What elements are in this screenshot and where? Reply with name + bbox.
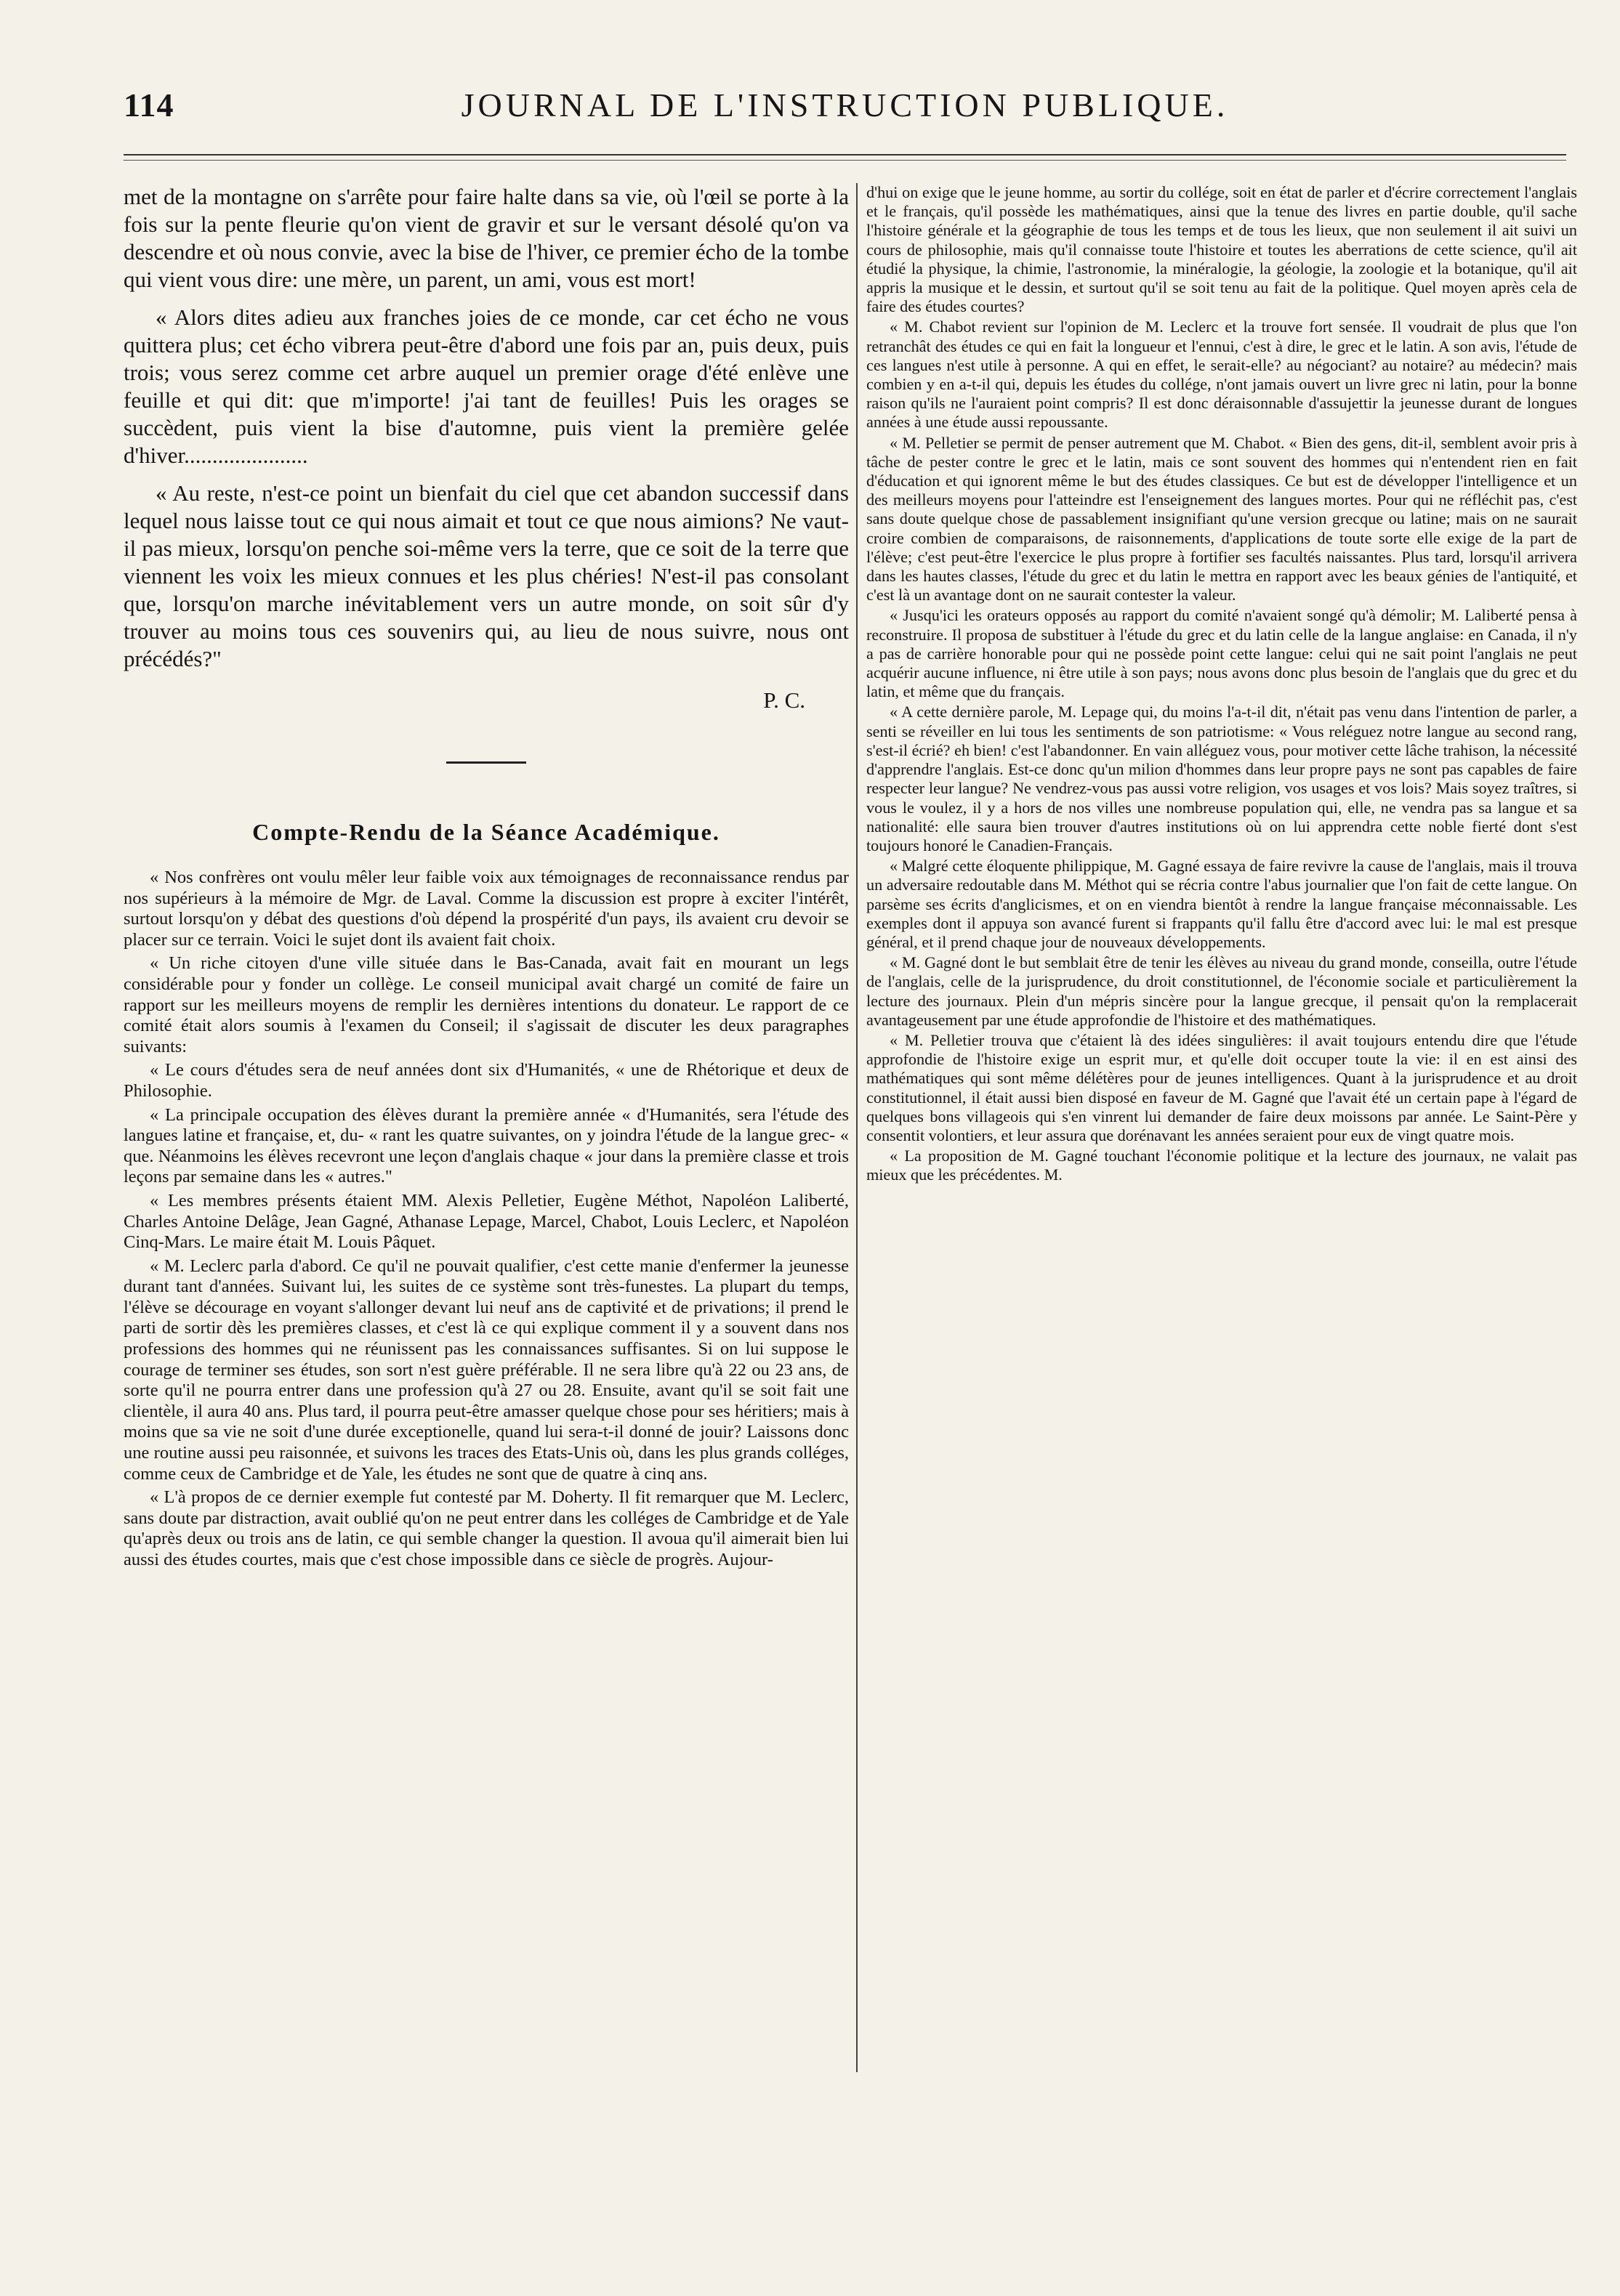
section-title: Compte-Rendu de la Séance Académique. xyxy=(252,819,720,845)
poem-paragraph: met de la montagne on s'arrête pour faire halte dans sa vie, où l'œil se porte à la fois sur la pente fleurie qu'on vient de gravir et sur le versant désolé qu'on va descendre et où nous convie, avec la bise de l'hiver, ce premier écho de la tombe qui vient vous dire: une mère, un parent, un ami, vous est mort! xyxy=(124,184,849,292)
report-paragraph: « Le cours d'études sera de neuf années dont six d'Humanités, « une de Rhétorique et deux de Philosophie. xyxy=(124,1060,849,1101)
page-header xyxy=(124,86,1566,137)
report-paragraph: « A cette dernière parole, M. Lepage qui, du moins l'a-t-il dit, n'était pas venu dans l'intention de parler, a senti se réveiller en lui tous les sentiments de son patriotisme: « Vous reléguez notre langue au second rang, s'est-il écrié? eh bien! c'est l'abandonner. En vain alléguez vous, pour motiver cette lâche trahison, la nécessité d'apprendre l'anglais. Est-ce donc qu'un milion d'hommes dans leur propre pays ne sont pas capables de faire respecter leur langue? Ne vendrez-vous pas aussi votre religion, vos usages et vos lois? Mais soyez traîtres, si vous le voulez, il y a hors de nos villes une nombreuse population qui, elle, ne vendra pas sa langue et sa nationalité: elle saura bien trouver d'autres institutions où on lui apprendra cette noble fierté dont s'est toujours honoré le Canadien-Français. xyxy=(866,703,1577,854)
section-separator xyxy=(446,761,526,764)
report-paragraph: « L'à propos de ce dernier exemple fut contesté par M. Doherty. Il fit remarquer que M. Leclerc, sans doute par distraction, avait oublié qu'on ne peut entrer dans les colléges de Cambridge et de Yale qu'après deux ou trois ans de latin, ce qui semble changer la question. Il avoua qu'il aimerait bien lui aussi des études courtes, mais que c'est chose impossible dans ce siècle de progrès. Aujour- xyxy=(124,1487,849,1569)
report-paragraph: « Jusqu'ici les orateurs opposés au rapport du comité n'avaient songé qu'à démolir; M. Laliberté pensa à reconstruire. Il proposa de substituer à l'étude du grec et du latin celle de la langue anglaise: en Canada, il n'y a pas de carrière honorable pour qui ne possède point cette langue: celui qui ne sait point l'anglais ne peut acquérir aucune influence, ni être utile à son pays; nous avons donc plus besoin de l'anglais que du grec et du latin, et même que du français. xyxy=(866,606,1577,701)
report-paragraph: « M. Gagné dont le but semblait être de tenir les élèves au niveau du grand monde, conseilla, outre l'étude de l'anglais, celle de la jurisprudence, du droit constitutionnel, de l'économie sociale et particulièrement la lecture des journaux. Plein d'un mépris sincère pour la langue grecque, il pensait qu'on la remplacerait avantageusement par une étude approfondie de l'histoire et des mathématiques. xyxy=(866,953,1577,1029)
report-paragraph: « Nos confrères ont voulu mêler leur faible voix aux témoignages de reconnaissance rendus par nos supérieurs à la mémoire de Mgr. de Laval. Comme la discussion est propre à exciter l'intérêt, surtout lorsqu'on y débat des questions d'où dépend la prospérité d'un pays, ils avaient cru devoir se placer sur ce terrain. Voici le sujet dont ils avaient fait choix. xyxy=(124,868,849,950)
header-rule xyxy=(124,154,1566,161)
report-paragraph: « M. Pelletier trouva que c'étaient là des idées singulières: il avait toujours entendu dire que l'étude approfondie de l'histoire exige un esprit mur, et qu'elle doit occuper toute la vie: il en est ainsi des mathématiques qui sont même délétères pour de jeunes intelligences. Quant à la jurisprudence et au droit constitutionnel, il était aussi bien disposé en faveur de M. Gagné que l'avait été un certain pape à l'égard de quelques bons villageois qui s'en vinrent lui demander de faire deux moissons par année. Le Saint-Père y consentit volontiers, et leur assura que dorénavant les années seraient pour eux de vingt quatre mois. xyxy=(866,1030,1577,1144)
report-paragraph: « Malgré cette éloquente philippique, M. Gagné essaya de faire revivre la cause de l'anglais, mais il trouva un adversaire redoutable dans M. Méthot qui se récria contre l'abus journalier que l'on fait de cette langue. On parsème ses écrits d'anglicismes, et on en viendra bientôt à rendre la langue française méconnaissable. Les exemples dont il appuya son avancé furent si frappants qu'il fallu être d'accord avec lui: le mal est presque général, et il prend chaque jour de nouveaux développements. xyxy=(866,857,1577,951)
report-paragraph: « La principale occupation des élèves durant la première année « d'Humanités, sera l'étude des langues latine et française, et, du- « rant les quatre suivantes, on y joindra l'étude de la langue grec- « que. Néanmoins les élèves recevront une leçon d'anglais chaque « jour dans la première classe et trois leçons par semaine dans les « autres." xyxy=(124,1104,849,1187)
poem-excerpt xyxy=(124,183,849,673)
poem-paragraph: « Alors dites adieu aux franches joies de ce monde, car cet écho ne vous quittera plus; cet écho vibrera peut-être d'abord une fois par an, puis deux, puis trois; vous serez comme cet arbre auquel un premier orage d'été enlève une feuille et qui dit: que m'importe! j'ai tant de feuilles! Puis les orages se succèdent, puis vient la bise d'automne, puis vient la première gelée d'hiver...................... xyxy=(124,304,849,468)
poem-paragraph: « Au reste, n'est-ce point un bienfait du ciel que cet abandon successif dans lequel nous laisse tout ce qui nous aimait et tout ce que nous aimions? Ne vaut-il pas mieux, lorsqu'on penche soi-même vers la terre, que ce soit de la terre que viennent les voix les mieux connues et les plus chéries! N'est-il pas consolant que, lorsqu'on marche inévitablement vers un autre monde, on soit sûr d'y trouver au moins tous ces souvenirs qui, au lieu de nous suivre, nous ont précédés?" xyxy=(124,480,849,671)
column-divider xyxy=(856,183,858,2072)
report-paragraph: « Un riche citoyen d'une ville située dans le Bas-Canada, avait fait en mourant un legs considérable pour y fonder un collège. Le conseil municipal avait chargé un comité de faire un rapport sur les meilleurs moyens de remplir les dernières intentions du donateur. Le rapport de ce comité était alors soumis à l'examen du Conseil; il s'agissait de discuter les deux paragraphes suivants: xyxy=(124,953,849,1056)
report-paragraph: « La proposition de M. Gagné touchant l'économie politique et la lecture des journaux, ne valait pas mieux que les précédentes. M. xyxy=(866,1147,1577,1184)
report-paragraph: d'hui on exige que le jeune homme, au sortir du collége, soit en état de parler et d'écrire correctement l'anglais et le français, qu'il possède les mathématiques, ainsi que la tenue des livres en partie double, qu'il sache l'histoire générale et la géographie de tous les temps et de tous les lieux, que non seulement il ait suivi un cours de philosophie, mais qu'il connaisse toute l'histoire et toutes les aberrations de cette science, qu'il ait étudié la physique, la chimie, l'astronomie, la minéralogie, la géologie, la zoologie et la botanique, qu'il ait appris la musique et le dessin, et surtout qu'il se soit tenu au fait de la politique. Quel moyen après cela de faire des études courtes? xyxy=(866,183,1577,316)
report-body xyxy=(124,868,849,1571)
running-title: JOURNAL DE L'INSTRUCTION PUBLIQUE. xyxy=(461,86,1229,124)
left-column xyxy=(124,183,849,2254)
right-column xyxy=(866,183,1577,2254)
author-signature: P. C. xyxy=(763,687,805,713)
report-paragraph: « M. Chabot revient sur l'opinion de M. Leclerc et la trouve fort sensée. Il voudrait de plus que l'on retranchât des études ce qui en fait la longueur et l'ennui, c'est à dire, le grec et le latin. A son avis, l'étude de ces langues n'est utile à personne. A qui en effet, le serait-elle? au négociant? au notaire? au médecin? mais combien y en a-t-il qui, depuis les études du collége, n'ont jamais ouvert un livre grec ni latin, pour la bonne raison qu'ils ne l'auraient point compris? Il est donc déraisonnable d'assujettir la jeunesse durant de longues années à une étude aussi repoussante. xyxy=(866,318,1577,432)
report-paragraph: « Les membres présents étaient MM. Alexis Pelletier, Eugène Méthot, Napoléon Laliberté, Charles Antoine Delâge, Jean Gagné, Athanase Lepage, Marcel, Chabot, Louis Leclerc, et Napoléon Cinq-Mars. Le maire était M. Louis Pâquet. xyxy=(124,1190,849,1253)
report-paragraph: « M. Leclerc parla d'abord. Ce qu'il ne pouvait qualifier, c'est cette manie d'enfermer la jeunesse durant tant d'années. Suivant lui, les suites de ce système sont très-funestes. La plupart du temps, l'élève se décourage en voyant s'allonger devant lui neuf ans de captivité et de privations; il prend le parti de sortir dès les premières classes, et c'est là ce qui explique comment il y a souvent dans nos professions des hommes qui ne réunissent pas les connaissances suffisantes. Si on lui suppose le courage de terminer ses études, son sort n'est guère préférable. Il ne sera libre qu'à 22 ou 23 ans, de sorte qu'il ne pourra entrer dans une profession qu'à 27 ou 28. Ensuite, avant qu'il se soit fait une clientèle, il aura 40 ans. Plus tard, il pourra peut-être amasser quelque chose pour ses héritiers; mais à moins que sa vie ne soit d'une durée exceptionelle, quand lui sera-t-il donné de jouir? Laissons donc une routine aussi peu raisonnée, et suivons les traces des Etats-Unis où, dans les plus grands colléges, comme ceux de Cambridge et de Yale, les études ne sont que de quatre à cinq ans. xyxy=(124,1256,849,1484)
report-paragraph: « M. Pelletier se permit de penser autrement que M. Chabot. « Bien des gens, dit-il, semblent avoir pris à tâche de pester contre le grec et le latin, mais ce sont souvent des hommes qui n'entendent rien en fait d'éducation et qui ignorent même le but des études classiques. Ce but est de développer l'intelligence et un des meilleurs moyens pour l'atteindre est l'enseignement des langues mortes. Pour qui ne réfléchit pas, c'est sans doute quelque chose de passablement insignifiant qu'une version grecque ou latine; mais on ne saurait croire combien de comparaisons, de raisonnements, d'applications de toute sorte elle exige de la part de l'élève; c'est peut-être l'exercice le plus propre à fortifier ses facultés naissantes. Plus tard, lorsqu'il arrivera dans les hautes classes, l'étude du grec et du latin le mettra en rapport avec les beaux génies de l'antiquité, et c'est là un avantage dont on ne saurait contester la valeur. xyxy=(866,433,1577,605)
page-number: 114 xyxy=(124,86,174,124)
